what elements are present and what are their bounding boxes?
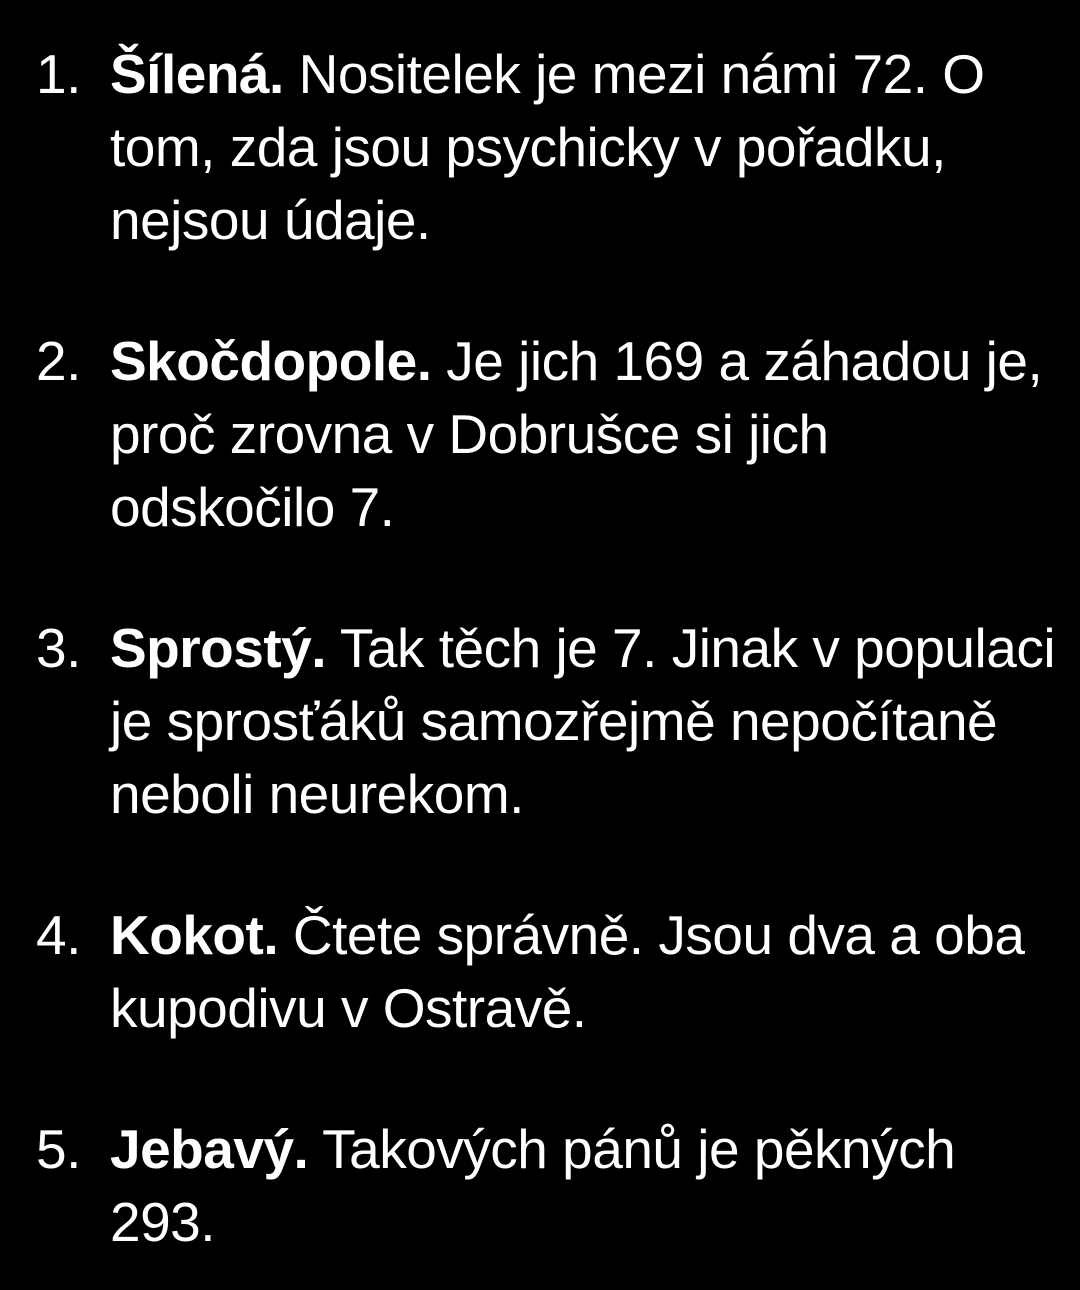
item-term: Šílená.	[110, 43, 284, 105]
item-number: 4.	[36, 904, 81, 966]
item-number: 5.	[36, 1118, 81, 1180]
list-item	[36, 612, 1056, 831]
item-text: Tak těch je 7. Jinak v populaci je sprosťáků samozřejmě nepočítaně neboli neurekom.	[110, 617, 1056, 825]
item-term: Skočdopole.	[110, 330, 432, 392]
item-text: Nositelek je mezi námi 72. O tom, zda jsou psychicky v pořadku, nejsou údaje.	[110, 43, 985, 251]
item-number: 2.	[36, 330, 81, 392]
item-number: 1.	[36, 43, 81, 105]
list-item	[36, 1113, 1056, 1259]
item-text: Takových pánů je pěkných 293.	[110, 1118, 956, 1253]
item-term: Sprostý.	[110, 617, 327, 679]
list-item	[36, 38, 1056, 257]
item-term: Jebavý.	[110, 1118, 309, 1180]
item-text: Čtete správně. Jsou dva a oba kupodivu v Ostravě.	[110, 904, 1025, 1039]
item-number: 3.	[36, 617, 81, 679]
list-item	[36, 325, 1056, 544]
item-text: Je jich 169 a záhadou je, proč zrovna v Dobrušce si jich odskočilo 7.	[110, 330, 1043, 538]
item-term: Kokot.	[110, 904, 279, 966]
list-item	[36, 899, 1056, 1045]
surname-list	[36, 38, 1056, 1259]
